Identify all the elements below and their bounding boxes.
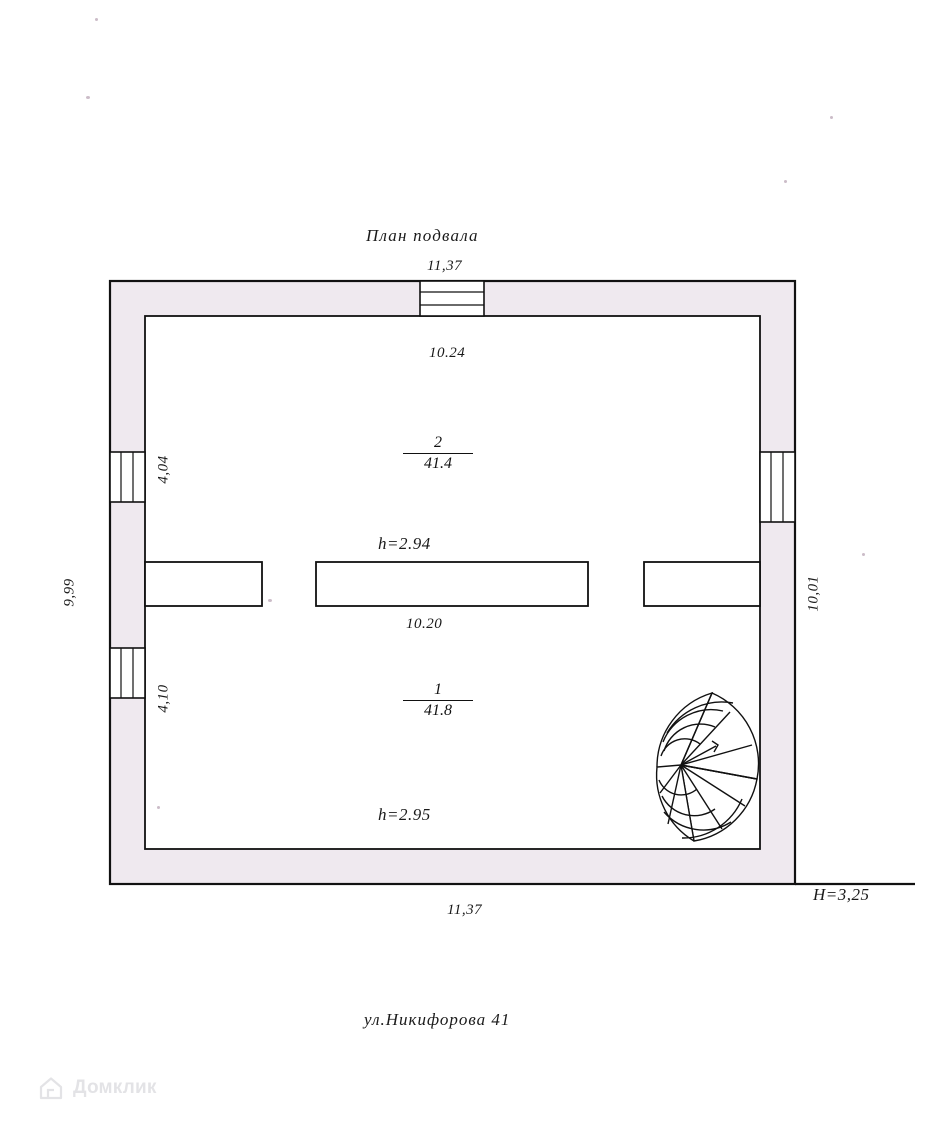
watermark: [38, 1075, 157, 1101]
room-area: 41.4: [424, 455, 452, 473]
room-height-2: h=2.94: [378, 534, 431, 553]
interior-partitions: [145, 562, 760, 606]
room-number: 1: [403, 681, 473, 701]
dimension-middle-inner: 10.20: [406, 616, 443, 632]
dimension-top-inner: 10.24: [429, 345, 466, 361]
dimension-left-outer: 9,99: [61, 578, 78, 607]
house-logo-icon: [38, 1075, 64, 1101]
room-marker-2: [403, 434, 473, 474]
scan-speckle: [862, 553, 865, 556]
spiral-staircase-icon: [657, 693, 759, 841]
watermark-text: Домклик: [73, 1077, 157, 1098]
scan-speckle: [95, 18, 98, 21]
dimension-top-outer: 11,37: [427, 258, 463, 274]
scan-speckle: [784, 180, 787, 183]
scan-speckle: [830, 116, 833, 119]
plan-title: План подвала: [366, 226, 479, 245]
room-height-1: h=2.95: [378, 805, 431, 824]
dimension-left-lower-inner: 4,10: [155, 684, 172, 713]
scan-speckle: [157, 806, 160, 809]
scan-speckle: [86, 96, 90, 99]
dimension-right-outer: 10,01: [805, 575, 822, 612]
building-height-label: H=3,25: [813, 885, 870, 904]
room-area: 41.8: [424, 702, 452, 720]
scan-speckle: [268, 599, 272, 602]
dimension-bottom-outer: 11,37: [447, 902, 483, 918]
dimension-left-upper-inner: 4,04: [155, 455, 172, 484]
room-marker-1: [403, 681, 473, 721]
window-openings: [110, 281, 795, 698]
room-number: 2: [403, 434, 473, 454]
street-address-label: ул.Никифорова 41: [364, 1010, 511, 1029]
